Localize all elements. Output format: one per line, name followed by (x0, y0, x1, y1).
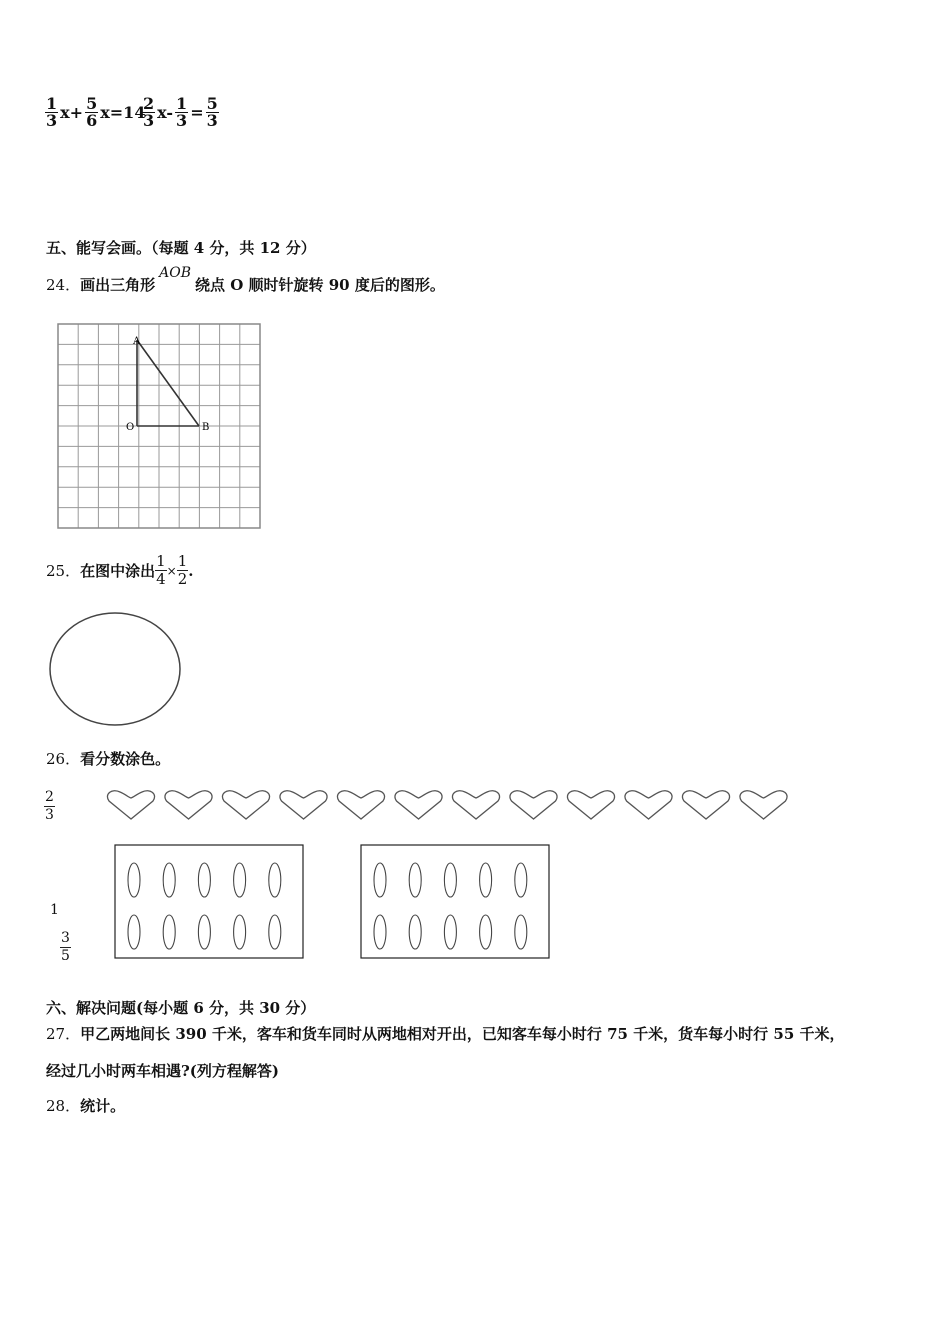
equation-1: $\frac{1}{3}$ x+ $\frac{5}{6}$ x=14 (46, 94, 146, 130)
question-27-line2: 经过几小时两车相遇?(列方程解答) (46, 1062, 279, 1080)
fraction: $\frac{1}{2}$ (177, 552, 188, 588)
oval-shape[interactable] (374, 915, 386, 949)
oval-shape[interactable] (409, 915, 421, 949)
heart-shape[interactable] (682, 791, 729, 819)
heart-shape[interactable] (452, 791, 499, 819)
shading-circle (46, 610, 184, 730)
row1-fraction: 2 3 (45, 789, 54, 823)
equation-2: $\frac{2}{3}$ x- $\frac{1}{3}$ = $\frac{5}{3}$ (143, 94, 218, 130)
oval-shape[interactable] (409, 863, 421, 897)
question-26: 26．看分数涂色。 (46, 750, 171, 768)
oval-box-2 (360, 844, 552, 962)
oval-shape[interactable] (128, 863, 140, 897)
fraction: $\frac{2}{3}$ (143, 94, 155, 130)
segment-ab (137, 340, 199, 426)
fraction: $\frac{5}{6}$ (86, 94, 98, 130)
oval-shape[interactable] (444, 915, 456, 949)
heart-shape[interactable] (337, 791, 384, 819)
heart-shape[interactable] (165, 791, 212, 819)
fraction: $\frac{1}{3}$ (46, 94, 58, 130)
oval-shape[interactable] (515, 915, 527, 949)
question-27-line1: 27．甲乙两地间长 390 千米，客车和货车同时从两地相对开出，已知客车每小时行 75 千米，货车每小时行 55 千米， (46, 1025, 845, 1043)
oval-shape[interactable] (444, 863, 456, 897)
row2-whole: 1 (50, 902, 59, 918)
section-heading: 五、能写会画。（每题 4 分，共 12 分） (46, 239, 316, 257)
oval-shape[interactable] (515, 863, 527, 897)
heart-shape[interactable] (740, 791, 787, 819)
hearts-row (104, 788, 794, 822)
label-b: B (202, 422, 210, 433)
row2-fraction: 3 5 (61, 930, 70, 964)
fraction: $\frac{1}{4}$ (156, 552, 166, 588)
oval-shape[interactable] (480, 915, 492, 949)
oval-shape[interactable] (163, 915, 175, 949)
oval-shape[interactable] (198, 915, 210, 949)
heart-shape[interactable] (107, 791, 154, 819)
question-25: 25． 在图中涂出 $\frac{1}{4}$ × $\frac{1}{2}$ . (46, 552, 194, 588)
oval-shape[interactable] (269, 863, 281, 897)
heart-shape[interactable] (395, 791, 442, 819)
oval-shape[interactable] (128, 915, 140, 949)
oval-shape[interactable] (163, 863, 175, 897)
oval-shape[interactable] (269, 915, 281, 949)
oval-shape[interactable] (198, 863, 210, 897)
fraction: $\frac{1}{3}$ (176, 94, 188, 130)
question-28: 28．统计。 (46, 1097, 126, 1115)
fraction: $\frac{5}{3}$ (206, 94, 218, 130)
oval-shape[interactable] (234, 915, 246, 949)
oval-shape[interactable] (234, 863, 246, 897)
heart-shape[interactable] (280, 791, 327, 819)
rotation-grid (56, 322, 262, 530)
section-heading: 六、解决问题(每小题 6 分，共 30 分） (46, 999, 316, 1017)
label-a: A (133, 336, 141, 347)
heart-shape[interactable] (222, 791, 269, 819)
heart-shape[interactable] (510, 791, 557, 819)
label-o: O (126, 422, 135, 433)
oval-shape[interactable] (480, 863, 492, 897)
heart-shape[interactable] (625, 791, 672, 819)
oval-shape[interactable] (374, 863, 386, 897)
heart-shape[interactable] (567, 791, 614, 819)
oval-box-1 (114, 844, 306, 962)
question-24: 24． 画出三角形 AOB 绕点 O 顺时针旋转 90 度后的图形。 (46, 264, 445, 294)
